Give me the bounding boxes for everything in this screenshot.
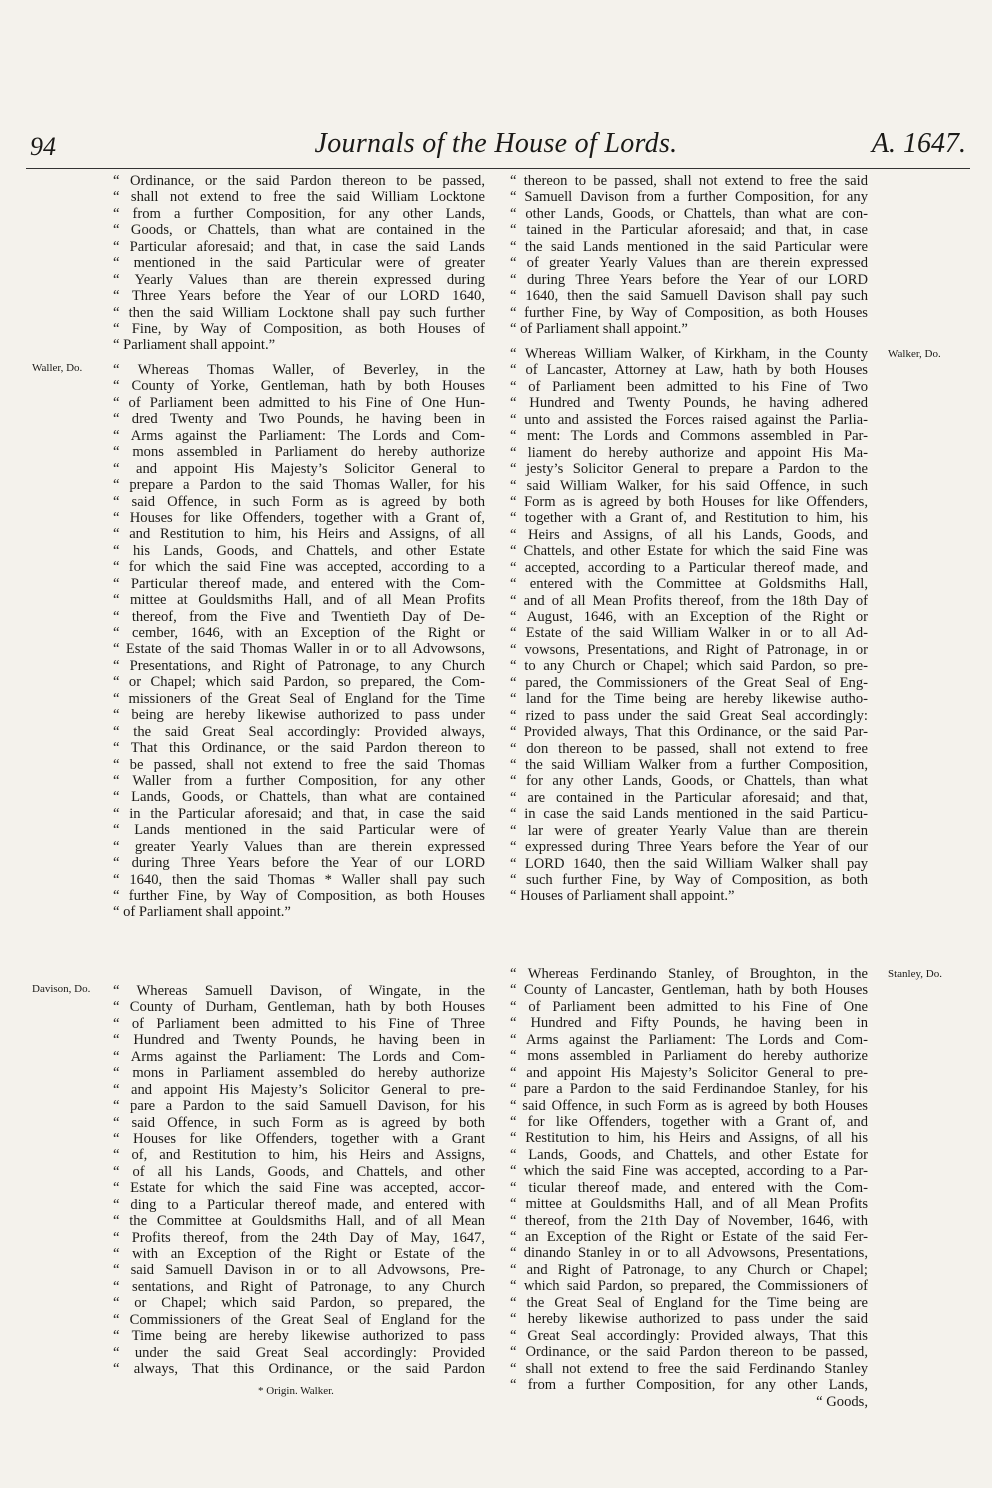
text-line: “ said Offence, in such Form as is agreed by both: [113, 1114, 485, 1131]
text-line: “ during Three Years before the Year of our LORD: [113, 855, 485, 872]
text-line: “ lar were of greater Yearly Value than are therein: [510, 822, 868, 839]
text-line: “ thereof, from the 21th Day of November, 1646, with: [510, 1212, 868, 1229]
text-line: “ other Lands, Goods, or Chattels, than what are con-: [510, 205, 868, 222]
text-line: “ the said William Walker from a further Composition,: [510, 756, 868, 773]
text-line: “ Whereas Ferdinando Stanley, of Broughton, in the: [510, 966, 868, 982]
text-line: “ mentioned in the said Particular were of greater: [113, 255, 485, 272]
text-line: “ from a further Composition, for any other Lands,: [113, 205, 485, 222]
text-line: “ Hundred and Twenty Pounds, he having been in: [113, 1032, 485, 1049]
text-line: “ Whereas William Walker, of Kirkham, in the County: [510, 346, 868, 362]
text-line: “ 1640, then the said Thomas * Waller shall pay such: [113, 871, 485, 888]
page-header: [0, 0, 992, 160]
text-line: “ pare a Pardon to the said Ferdinandoe Stanley, for his: [510, 1081, 868, 1098]
text-line: “ missioners of the Great Seal of England for the Time: [113, 690, 485, 707]
text-line: “ mons assembled in Parliament do hereby authorize: [510, 1048, 868, 1065]
running-year: A. 1647.: [871, 128, 966, 159]
text-line: “ with an Exception of the Right or Estate of the: [113, 1246, 485, 1262]
text-line: “ Fine, by Way of Composition, as both Houses of: [113, 320, 485, 337]
text-line: “ Ordinance, or the said Pardon thereon to be passed,: [510, 1344, 868, 1361]
text-line: “ said Offence, in such Form as is agreed by both Houses: [510, 1097, 868, 1114]
text-line: “ 1640, then the said Samuell Davison shall pay such: [510, 288, 868, 305]
text-line: “ County of Durham, Gentleman, hath by both Houses: [113, 999, 485, 1016]
text-line: “ jesty’s Solicitor General to prepare a Pardon to the: [510, 461, 868, 478]
text-line: “ Commissioners of the Great Seal of England for the: [113, 1311, 485, 1328]
text-line: “ and appoint His Majesty’s Solicitor General to: [113, 460, 485, 477]
text-line: “ the said Lands mentioned in the said Particular were: [510, 238, 868, 255]
text-line: “ in case the said Lands mentioned in the said Particu-: [510, 806, 868, 823]
text-line: “ the Great Seal of England for the Time being are: [510, 1294, 868, 1311]
text-line: “ don thereon to be passed, shall not extend to free: [510, 740, 868, 757]
text-line: “ said Samuell Davison in or to all Advowsons, Pre-: [113, 1262, 485, 1279]
text-line: “ Form as is agreed by both Houses for like Offenders,: [510, 493, 868, 510]
running-title: Journals of the House of Lords.: [314, 128, 678, 159]
text-line: “ of, and Restitution to him, his Heirs and Assigns,: [113, 1147, 485, 1164]
text-line: “ are contained in the Particular aforesaid; and that,: [510, 789, 868, 806]
text-line: “ Whereas Samuell Davison, of Wingate, in the: [113, 983, 485, 999]
text-line: “ together with a Grant of, and Restitution to him, his: [510, 510, 868, 527]
text-line: “ his Lands, Goods, and Chattels, and other Estate: [113, 542, 485, 559]
text-line: “ shall not extend to free the said Ferdinando Stanley: [510, 1360, 868, 1377]
text-line: “ Profits thereof, from the 24th Day of May, 1647,: [113, 1229, 485, 1246]
text-line: “ thereon to be passed, shall not extend to free the said: [510, 173, 868, 189]
text-line: “ dinando Stanley in or to all Advowsons, Presentations,: [510, 1245, 868, 1262]
text-line: “ and Restitution to him, his Heirs and Assigns, of all: [113, 526, 485, 543]
text-line: “ accepted, according to a Particular thereof made, and: [510, 559, 868, 576]
text-line: “ of Parliament shall appoint.”: [113, 904, 291, 921]
text-line: “ mons assembled in Parliament do hereby authorize: [113, 444, 485, 461]
text-line: “ Hundred and Fifty Pounds, he having been in: [510, 1015, 868, 1032]
text-line: “ ment: The Lords and Commons assembled in Par-: [510, 428, 868, 445]
text-line: “ Houses of Parliament shall appoint.”: [510, 888, 735, 905]
paragraph-davison-end: [510, 173, 868, 337]
text-line: “ and appoint His Majesty’s Solicitor General to pre-: [510, 1064, 868, 1081]
text-line: “ from a further Composition, for any other Lands,: [510, 1376, 868, 1393]
text-line: “ said Offence, in such Form as is agreed by both: [113, 493, 485, 510]
text-line: “ or Chapel; which said Pardon, so prepared, the: [113, 1295, 485, 1312]
paragraph-davison: [113, 983, 485, 1378]
text-line: “ shall not extend to free the said William Locktone: [113, 189, 485, 206]
text-line: “ the Committee at Gouldsmiths Hall, and of all Mean: [113, 1213, 485, 1230]
text-line: “ thereof, from the Five and Twentieth Day of De-: [113, 608, 485, 625]
text-line: “ for like Offenders, together with a Grant of, and: [510, 1113, 868, 1130]
text-line: “ Three Years before the Year of our LORD 1640,: [113, 288, 485, 305]
text-line: “ Presentations, and Right of Patronage, to any Church: [113, 657, 485, 674]
text-line: “ Estate of the said William Walker in or to all Ad-: [510, 625, 868, 642]
text-line: “ Houses for like Offenders, together with a Grant of,: [113, 509, 485, 526]
text-line: “ entered with the Committee at Goldsmiths Hall,: [510, 576, 868, 593]
text-line: “ Parliament shall appoint.”: [113, 337, 276, 354]
text-line: “ Particular aforesaid; and that, in case the said Lands: [113, 238, 485, 255]
footnote: * Origin. Walker.: [258, 1385, 334, 1397]
text-line: “ Waller from a further Composition, for any other: [113, 772, 485, 789]
text-line: “ an Exception of the Right or Estate of the said Fer-: [510, 1229, 868, 1245]
text-line: “ Yearly Values than are therein expressed during: [113, 271, 485, 288]
text-line: “ and Right of Patronage, to any Church or Chapel;: [510, 1261, 868, 1278]
text-line: “ and appoint His Majesty’s Solicitor General to pre-: [113, 1081, 485, 1098]
text-line: “ hereby likewise authorized to pass under the said: [510, 1311, 868, 1328]
text-line: “ Chattels, and other Estate for which the said Fine was: [510, 543, 868, 560]
text-line: “ for any other Lands, Goods, or Chattels, than what: [510, 773, 868, 790]
text-line: “ further Fine, by Way of Composition, as both Houses: [113, 888, 485, 904]
text-line: “ Great Seal accordingly: Provided always, That this: [510, 1327, 868, 1344]
paragraph-waller: [113, 362, 485, 921]
text-line: “ County of Lancaster, Gentleman, hath by both Houses: [510, 982, 868, 999]
text-line: “ for which the said Fine was accepted, according to a: [113, 559, 485, 576]
margin-note-davison: Davison, Do.: [32, 983, 91, 995]
catchword: “ Goods,: [816, 1394, 868, 1410]
text-line: “ sentations, and Right of Patronage, to any Church: [113, 1278, 485, 1295]
margin-note-walker: Walker, Do.: [888, 348, 941, 360]
text-line: “ then the said William Locktone shall pay such further: [113, 304, 485, 321]
text-line: “ Ordinance, or the said Pardon thereon to be passed,: [113, 173, 485, 189]
text-line: “ of Lancaster, Attorney at Law, hath by both Houses: [510, 362, 868, 379]
paragraph-stanley: [510, 966, 868, 1393]
text-line: “ Goods, or Chattels, than what are contained in the: [113, 222, 485, 239]
paragraph-locktone-end: [113, 173, 485, 354]
text-line: “ which said Pardon, so prepared, the Commissioners of: [510, 1278, 868, 1295]
text-line: “ of Parliament been admitted to his Fine of One Hun-: [113, 394, 485, 411]
text-line: “ or Chapel; which said Pardon, so prepared, the Com-: [113, 674, 485, 691]
margin-note-waller: Waller, Do.: [32, 362, 83, 374]
text-line: “ Arms against the Parliament: The Lords and Com-: [113, 427, 485, 444]
text-line: “ of Parliament been admitted to his Fine of Three: [113, 1015, 485, 1032]
text-line: “ Lands, Goods, or Chattels, than what are contained: [113, 789, 485, 806]
text-line: “ Heirs and Assigns, of all his Lands, Goods, and: [510, 526, 868, 543]
text-line: “ ticular thereof made, and entered with the Com-: [510, 1179, 868, 1196]
text-line: “ to any Church or Chapel; which said Pardon, so pre-: [510, 658, 868, 675]
text-line: “ further Fine, by Way of Composition, as both Houses: [510, 304, 868, 321]
text-line: “ County of Yorke, Gentleman, hath by both Houses: [113, 378, 485, 395]
text-line: “ during Three Years before the Year of our LORD: [510, 271, 868, 288]
text-line: “ unto and assisted the Forces raised against the Parlia-: [510, 411, 868, 428]
header-rule: [26, 168, 970, 169]
text-line: “ ding to a Particular thereof made, and entered with: [113, 1196, 485, 1213]
text-line: “ cember, 1646, with an Exception of the Right or: [113, 625, 485, 641]
text-line: “ be passed, shall not extend to free the said Thomas: [113, 756, 485, 773]
text-line: “ tained in the Particular aforesaid; and that, in case: [510, 222, 868, 239]
text-line: “ Lands, Goods, and Chattels, and other Estate for: [510, 1146, 868, 1163]
text-line: “ liament do hereby authorize and appoint His Ma-: [510, 444, 868, 461]
text-line: “ Estate for which the said Fine was accepted, accor-: [113, 1180, 485, 1197]
text-line: “ Time being are hereby likewise authorized to pass: [113, 1328, 485, 1345]
text-line: “ always, That this Ordinance, or the said Pardon: [113, 1361, 485, 1378]
text-line: “ Whereas Thomas Waller, of Beverley, in the: [113, 362, 485, 378]
text-line: “ greater Yearly Values than are therein expressed: [113, 838, 485, 855]
page-number: 94: [30, 132, 56, 161]
text-line: “ such further Fine, by Way of Composition, as both: [510, 872, 868, 888]
text-line: “ Restitution to him, his Heirs and Assigns, of all his: [510, 1130, 868, 1147]
text-line: “ vowsons, Presentations, and Right of Patronage, in or: [510, 641, 868, 658]
text-line: “ LORD 1640, then the said William Walker shall pay: [510, 855, 868, 872]
text-line: “ of greater Yearly Values than are therein expressed: [510, 255, 868, 272]
text-line: “ pare a Pardon to the said Samuell Davison, for his: [113, 1098, 485, 1115]
text-line: “ Estate of the said Thomas Waller in or to all Advowsons,: [113, 641, 485, 658]
text-line: “ expressed during Three Years before the Year of our: [510, 839, 868, 856]
text-line: “ August, 1646, with an Exception of the Right or: [510, 609, 868, 625]
paragraph-walker: [510, 346, 868, 905]
text-line: “ rized to pass under the said Great Seal accordingly:: [510, 707, 868, 724]
text-line: “ in the Particular aforesaid; and that, in case the said: [113, 805, 485, 822]
text-line: “ of Parliament shall appoint.”: [510, 320, 688, 337]
text-line: “ mittee at Gouldsmiths Hall, and of all Mean Profits: [510, 1196, 868, 1213]
margin-note-stanley: Stanley, Do.: [888, 968, 942, 980]
text-line: “ Lands mentioned in the said Particular were of: [113, 822, 485, 839]
text-line: “ of Parliament been admitted to his Fine of Two: [510, 378, 868, 395]
text-line: “ under the said Great Seal accordingly: Provided: [113, 1344, 485, 1361]
text-line: “ of Parliament been admitted to his Fine of One: [510, 998, 868, 1015]
text-line: “ pared, the Commissioners of the Great Seal of Eng-: [510, 674, 868, 691]
text-line: “ mons in Parliament assembled do hereby authorize: [113, 1065, 485, 1082]
text-line: “ and of all Mean Profits thereof, from the 18th Day of: [510, 592, 868, 609]
text-line: “ of all his Lands, Goods, and Chattels, and other: [113, 1163, 485, 1180]
text-line: “ said William Walker, for his said Offence, in such: [510, 477, 868, 494]
text-line: “ prepare a Pardon to the said Thomas Waller, for his: [113, 477, 485, 494]
text-line: “ Samuell Davison from a further Composition, for any: [510, 189, 868, 206]
text-line: “ Houses for like Offenders, together with a Grant: [113, 1130, 485, 1147]
text-line: “ That this Ordinance, or the said Pardon thereon to: [113, 740, 485, 757]
text-line: “ land for the Time being are hereby likewise autho-: [510, 691, 868, 708]
text-line: “ Hundred and Twenty Pounds, he having adhered: [510, 395, 868, 412]
text-line: “ Particular thereof made, and entered with the Com-: [113, 575, 485, 592]
text-line: “ the said Great Seal accordingly: Provided always,: [113, 723, 485, 740]
text-line: “ being are hereby likewise authorized to pass under: [113, 707, 485, 724]
text-line: “ mittee at Gouldsmiths Hall, and of all Mean Profits: [113, 592, 485, 609]
text-line: “ Provided always, That this Ordinance, or the said Par-: [510, 724, 868, 741]
text-line: “ dred Twenty and Two Pounds, he having been in: [113, 411, 485, 428]
text-line: “ Arms against the Parliament: The Lords and Com-: [510, 1031, 868, 1048]
text-line: “ which the said Fine was accepted, according to a Par-: [510, 1163, 868, 1180]
text-line: “ Arms against the Parliament: The Lords and Com-: [113, 1048, 485, 1065]
